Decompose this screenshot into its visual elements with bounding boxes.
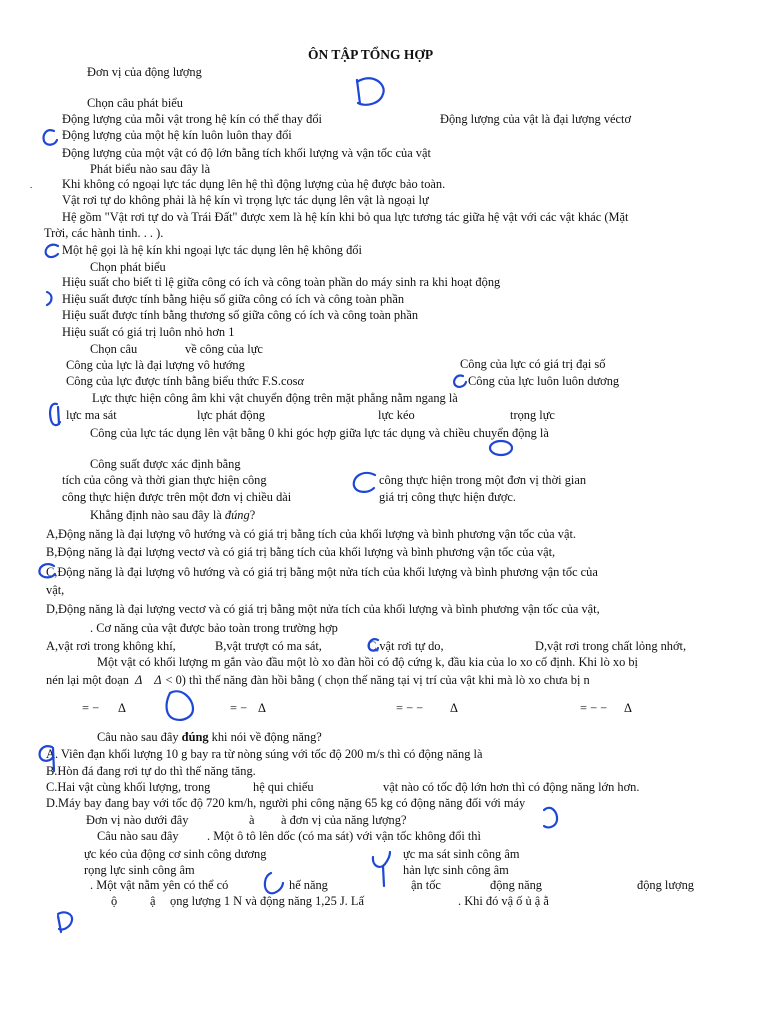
q14-option-b: ực ma sát sinh công âm bbox=[403, 847, 520, 861]
q11-option-b-delta: Δ bbox=[258, 701, 266, 715]
answer-mark-q13 bbox=[544, 808, 557, 827]
q13-question-mid: à bbox=[249, 813, 255, 827]
q3-option-b: Vật rơi tự do không phải là hệ kín vì trọng lực tác dụng lên vật là ngoại lự bbox=[62, 193, 429, 207]
q14-question-end: . Một ô tô lên dốc (có ma sát) với vận tốc không đổi thì bbox=[207, 829, 481, 843]
q4-question: Chọn phát biểu bbox=[90, 260, 166, 274]
q1-question: Đơn vị của động lượng bbox=[87, 65, 202, 79]
q12-option-d: D.Máy bay đang bay với tốc độ 720 km/h, người phi công nặng 65 kg có động năng đối với máy bbox=[46, 796, 526, 810]
q10-option-b: B,vật trượt có ma sát, bbox=[215, 639, 322, 653]
q14-option-d: hản lực sinh công âm bbox=[403, 863, 509, 877]
answer-mark-q15-b bbox=[58, 912, 72, 932]
q13-question-end: à đơn vị của năng lượng? bbox=[281, 813, 407, 827]
q9-option-c-line2: vật, bbox=[46, 583, 65, 597]
q8-option-b: công thực hiện trong một đơn vị thời gian bbox=[379, 473, 587, 487]
q6-option-d: trọng lực bbox=[510, 408, 555, 422]
answer-mark-q15-a bbox=[265, 873, 283, 893]
q9-question-mark: ? bbox=[249, 508, 256, 522]
q12-option-c-end: vật nào có tốc độ lớn hơn thì có động năng lớn hơn. bbox=[383, 780, 640, 794]
answer-mark-q12 bbox=[40, 746, 54, 771]
q5-option-c-text: Công của lực được tính bằng biểu thức F.S.cos bbox=[66, 374, 298, 388]
q5-option-a: Công của lực là đại lượng vô hướng bbox=[66, 358, 245, 372]
q11-option-d-eq: = − − bbox=[580, 701, 608, 715]
q6-option-c: lực kéo bbox=[378, 408, 415, 422]
q11-option-d-delta: Δ bbox=[624, 701, 632, 715]
q2-option-b: Động lượng của vật là đại lượng véctơ bbox=[440, 112, 632, 126]
q12-question-end: khi nói về động năng? bbox=[211, 730, 322, 744]
q4-option-a: Hiệu suất cho biết tỉ lệ giữa công có ích và công toàn phần do máy sinh ra khi hoạt động bbox=[62, 275, 501, 289]
q2-question: Chọn câu phát biểu bbox=[87, 96, 184, 110]
answer-mark-q2 bbox=[44, 130, 57, 144]
q11-delta-2: Δ bbox=[154, 673, 162, 687]
q15-line1-start: . Một vật nằm yên có thể có bbox=[90, 878, 229, 892]
q2-option-a: Động lượng của mỗi vật trong hệ kín có thể thay đổi bbox=[62, 112, 322, 126]
q15-line1-c: ận tốc bbox=[411, 878, 441, 892]
alpha-symbol: α bbox=[297, 374, 305, 388]
answer-mark-q8 bbox=[354, 473, 375, 492]
answer-mark-q3 bbox=[46, 245, 58, 257]
q9-question-emphasis: đúng bbox=[224, 508, 250, 522]
q4-option-d: Hiệu suất có giá trị luôn nhỏ hơn 1 bbox=[62, 325, 235, 339]
q7-question: Công của lực tác dụng lên vật bằng 0 khi góc hợp giữa lực tác dụng và chiều chuyển động là bbox=[90, 426, 549, 440]
answer-mark-q4 bbox=[47, 292, 52, 305]
q10-option-a: A,vật rơi trong không khí, bbox=[46, 639, 176, 653]
q12-option-c-start: C.Hai vật cùng khối lượng, trong bbox=[46, 780, 211, 794]
q14-question-start: Câu nào sau đây bbox=[97, 829, 179, 843]
q3-option-d: Một hệ gọi là hệ kín khi ngoại lực tác dụng lên hệ không đổi bbox=[62, 243, 362, 257]
q13-question-start: Đơn vị nào dưới đây bbox=[86, 813, 189, 827]
q11-option-a-delta: Δ bbox=[118, 701, 126, 715]
q5-question-end: về công của lực bbox=[185, 342, 263, 356]
q8-option-a: tích của công và thời gian thực hiện công bbox=[62, 473, 267, 487]
q12-question-text: Câu nào sau đây bbox=[97, 730, 179, 744]
q6-option-a: lực ma sát bbox=[66, 408, 117, 422]
q4-option-b: Hiệu suất được tính bằng hiệu số giữa công có ích và công toàn phần bbox=[62, 292, 405, 306]
answer-mark-q5 bbox=[454, 376, 466, 387]
answer-mark-q10 bbox=[369, 639, 378, 650]
q11-option-b-eq: = − bbox=[230, 701, 248, 715]
q15-line1-d: động năng bbox=[490, 878, 542, 892]
answer-mark-q7 bbox=[490, 441, 512, 455]
answer-mark-q11 bbox=[167, 691, 193, 720]
page-title: ÔN TẬP TỔNG HỢP bbox=[308, 47, 434, 62]
q12-option-b: B.Hòn đá đang rơi tự do thì thế năng tăng. bbox=[46, 764, 256, 778]
q2-option-c: Động lượng của một hệ kín luôn luôn thay đổi bbox=[62, 128, 292, 142]
q15-line2-a: ộ bbox=[111, 894, 118, 908]
q6-question: Lực thực hiện công âm khi vật chuyển động trên mặt phẳng nằm ngang là bbox=[92, 391, 458, 405]
q14-option-a: ực kéo của động cơ sinh công dương bbox=[84, 847, 267, 861]
q8-option-d: giá trị công thực hiện được. bbox=[379, 490, 516, 504]
q12-option-c-frame: hệ qui chiếu bbox=[253, 780, 314, 794]
answer-mark-q14 bbox=[373, 852, 390, 886]
q15-line1-e: động lượng bbox=[637, 878, 694, 892]
q11-line2-end: < 0) thì thế năng đàn hồi bằng ( chọn thế năng tại vị trí của vật khi mà lò xo chưa bị n bbox=[165, 673, 590, 687]
q9-option-a: A,Động năng là đại lượng vô hướng và có giá trị bằng tích của khối lượng và bình phương vận tốc của vật. bbox=[46, 527, 576, 541]
q9-question-text: Khẳng định nào sau đây là bbox=[90, 508, 222, 522]
q5-option-d: Công của lực luôn luôn dương bbox=[468, 374, 620, 388]
q4-option-c: Hiệu suất được tính bằng thương số giữa công có ích và công toàn phần bbox=[62, 308, 419, 322]
q5-option-b: Công của lực có giá trị đại số bbox=[460, 357, 606, 371]
q15-line2-c: ọng lượng 1 N và động năng 1,25 J. Lấ bbox=[170, 894, 364, 908]
q15-line2-b: ậ bbox=[150, 894, 156, 908]
q3-question: Phát biểu nào sau đây là bbox=[90, 162, 211, 176]
q12-question-strong: đúng bbox=[181, 730, 209, 744]
q11-option-c-delta: Δ bbox=[450, 701, 458, 715]
q10-option-d: D,vật rơi trong chất lỏng nhớt, bbox=[535, 639, 687, 653]
q6-option-b: lực phát động bbox=[197, 408, 265, 422]
q9-option-d: D,Động năng là đại lượng vectơ và có giá trị bằng một nửa tích của khối lượng và bình phương vận tốc của vật, bbox=[46, 602, 600, 616]
answer-mark-q9 bbox=[39, 564, 55, 577]
q14-option-c: rọng lực sinh công âm bbox=[84, 863, 195, 877]
q3-option-c-line1: Hệ gồm "Vật rơi tự do và Trái Đất" được xem là hệ kín khi bỏ qua lực tương tác giữa hệ vật với các vật khác (Mặt bbox=[62, 210, 629, 224]
q8-option-c: công thực hiện được trên một đơn vị chiều dài bbox=[62, 490, 292, 504]
q12-option-a: A. Viên đạn khối lượng 10 g bay ra từ nòng súng với tốc độ 200 m/s thì có động năng là bbox=[46, 747, 483, 761]
q11-line1: Một vật có khối lượng m gắn vào đầu một lò xo đàn hồi có độ cứng k, đầu kia của lo xo cố định. Khi lò xo bị bbox=[97, 655, 638, 669]
q10-option-c: C,vật rơi tự do, bbox=[368, 639, 444, 653]
q3-option-c-line2: Trời, các hành tinh. . . ). bbox=[44, 226, 164, 240]
q9-option-b: B,Động năng là đại lượng vectơ và có giá trị bằng tích của khối lượng và bình phương vận tốc của vật, bbox=[46, 545, 556, 559]
q11-option-c-eq: = − − bbox=[396, 701, 424, 715]
answer-mark-q1 bbox=[357, 78, 384, 104]
q11-delta-1: Δ bbox=[134, 673, 143, 687]
q11-option-a-eq: = − bbox=[82, 701, 100, 715]
q3-option-a: Khi không có ngoại lực tác dụng lên hệ thì động lượng của hệ được bảo toàn. bbox=[62, 177, 446, 191]
q10-question: . Cơ năng của vật được bảo toàn trong trường hợp bbox=[90, 621, 338, 635]
q9-option-c-line1: C,Động năng là đại lượng vô hướng và có giá trị bằng một nửa tích của khối lượng và bình phương vận tốc của bbox=[46, 565, 598, 579]
q15-line1-b: hế năng bbox=[289, 878, 328, 892]
q11-line2-start: nén lại một đoạn bbox=[46, 673, 129, 687]
q5-question-start: Chọn câu bbox=[90, 342, 138, 356]
q15-line2-d: . Khi đó vậ ố ủ ậ ằ bbox=[458, 894, 549, 908]
margin-dot: . bbox=[30, 180, 33, 190]
q2-option-d: Động lượng của một vật có độ lớn bằng tích khối lượng và vận tốc của vật bbox=[62, 146, 431, 160]
answer-mark-q6 bbox=[50, 404, 60, 425]
q8-question: Công suất được xác định bằng bbox=[90, 457, 241, 471]
